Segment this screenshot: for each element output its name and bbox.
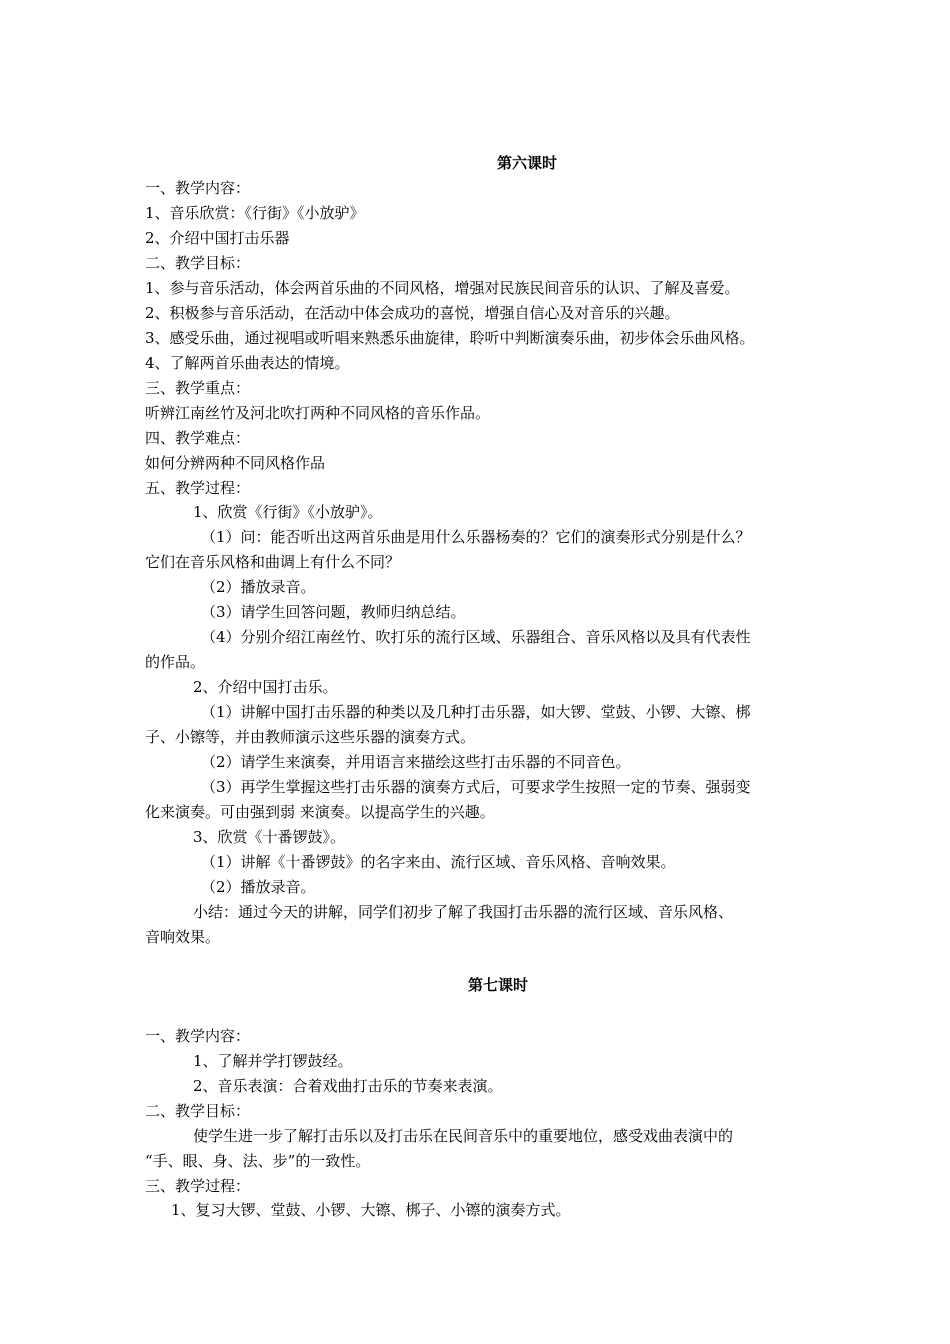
lesson6-line: 如何分辨两种不同风格作品	[145, 454, 326, 472]
lesson6-line: 化来演奏。可由强到弱 来演奏。以提高学生的兴趣。	[145, 803, 495, 821]
lesson6-line: 2、积极参与音乐活动，在活动中体会成功的喜悦，增强自信心及对音乐的兴趣。	[145, 304, 680, 322]
lesson6-line: 音响效果。	[145, 928, 221, 946]
lesson6-line: 子、小镲等，并由教师演示这些乐器的演奏方式。	[145, 728, 476, 746]
lesson6-line: （2）请学生来演奏，并用语言来描绘这些打击乐器的不同音色。	[201, 753, 631, 771]
lesson6-line: 4、了解两首乐曲表达的情境。	[145, 354, 350, 372]
lesson7-line: “手、眼、身、法、步”的一致性。	[145, 1152, 371, 1170]
lesson6-line: 听辨江南丝竹及河北吹打两种不同风格的音乐作品。	[145, 404, 491, 422]
lesson7-line: 三、教学过程：	[145, 1177, 251, 1195]
lesson7-line: 一、教学内容：	[145, 1027, 251, 1045]
lesson6-line: 五、教学过程：	[145, 479, 251, 497]
lesson6-line: 1、音乐欣赏：《行街》《小放驴》	[145, 204, 365, 222]
lesson7-line: 2、音乐表演：合着戏曲打击乐的节奏来表演。	[193, 1077, 503, 1095]
lesson6-line: （1）讲解《十番锣鼓》的名字来由、流行区域、音乐风格、音响效果。	[201, 853, 676, 871]
lesson6-line: 一、教学内容：	[145, 179, 251, 197]
lesson6-line: （3）再学生掌握这些打击乐器的演奏方式后，可要求学生按照一定的节奏、强弱变	[201, 778, 751, 796]
lesson6-line: 二、教学目标：	[145, 254, 251, 272]
lesson6-line: （2）播放录音。	[201, 578, 316, 596]
lesson6-line: （4）分别介绍江南丝竹、吹打乐的流行区域、乐器组合、音乐风格以及具有代表性	[201, 628, 751, 646]
lesson6-line: 2、介绍中国打击乐器	[145, 229, 290, 247]
lesson6-line: 1、欣赏《行街》《小放驴》。	[193, 503, 383, 521]
lesson6-line: 2、介绍中国打击乐。	[193, 678, 338, 696]
lesson6-line: 它们在音乐风格和曲调上有什么不同？	[145, 553, 401, 571]
lesson6-line: （3）请学生回答问题，教师归纳总结。	[201, 603, 466, 621]
lesson6-title: 第六课时	[497, 154, 558, 172]
lesson6-line: （2）播放录音。	[201, 878, 316, 896]
lesson6-line: 1、参与音乐活动，体会两首乐曲的不同风格，增强对民族民间音乐的认识、了解及喜爱。	[145, 279, 740, 297]
lesson7-line: 1、复习大锣、堂鼓、小锣、大镲、梆子、小镲的演奏方式。	[171, 1201, 571, 1219]
lesson6-line: 小结：通过今天的讲解，同学们初步了解了我国打击乐器的流行区域、音乐风格、	[193, 903, 734, 921]
lesson6-line: 四、教学难点：	[145, 429, 251, 447]
lesson7-line: 1、了解并学打锣鼓经。	[193, 1052, 353, 1070]
lesson7-line: 二、教学目标：	[145, 1102, 251, 1120]
lesson6-line: 3、感受乐曲，通过视唱或听唱来熟悉乐曲旋律，聆听中判断演奏乐曲，初步体会乐曲风格。	[145, 329, 755, 347]
lesson6-line: 三、教学重点：	[145, 379, 251, 397]
lesson7-line: 使学生进一步了解打击乐以及打击乐在民间音乐中的重要地位，感受戏曲表演中的	[193, 1127, 734, 1145]
lesson6-line: 3、欣赏《十番锣鼓》。	[193, 828, 346, 846]
lesson6-line: （1）讲解中国打击乐器的种类以及几种打击乐器，如大锣、堂鼓、小锣、大镲、梆	[201, 703, 751, 721]
lesson6-line: （1）问：能否听出这两首乐曲是用什么乐器杨奏的？它们的演奏形式分别是什么？	[201, 528, 751, 546]
lesson6-line: 的作品。	[145, 653, 206, 671]
lesson7-title: 第七课时	[468, 976, 529, 994]
